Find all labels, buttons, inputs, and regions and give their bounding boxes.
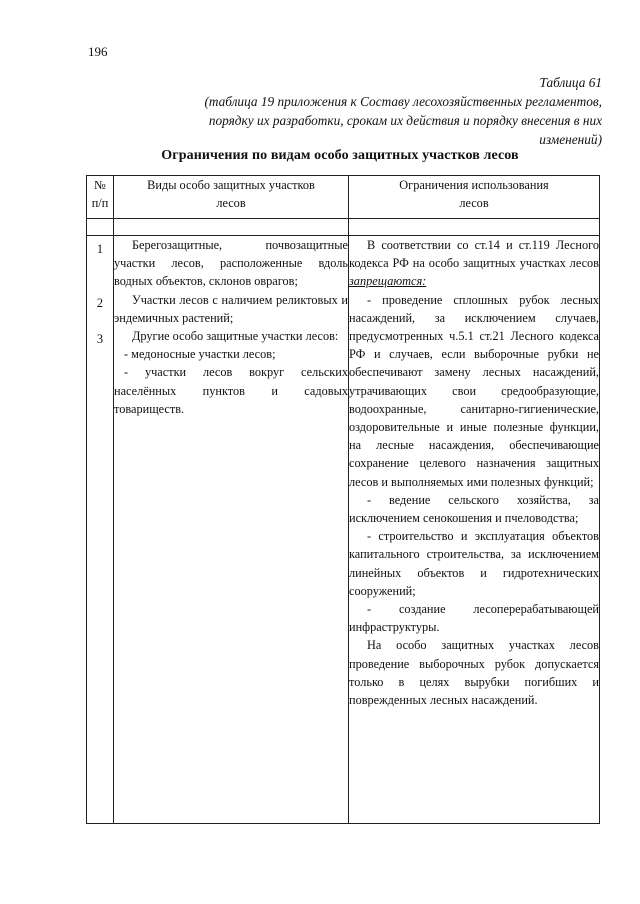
kind-item-3: Другие особо защитные участки лесов: (132, 329, 339, 344)
restriction-final: На особо защитных участках лесов проведение выборочных рубок допускается только в целях вырубки погибших и поврежденных лесных насаждений. (349, 638, 599, 708)
header-kinds (114, 176, 349, 219)
row-number-3: 3 (96, 332, 104, 347)
restrictions-cell (349, 236, 600, 824)
restriction-prohibited: запрещаются: (349, 274, 427, 289)
kinds-cell (114, 236, 349, 824)
restriction-intro-text: В соответствии со ст.14 и ст.119 Лесного кодекса РФ на особо защитных участках лесов (349, 238, 599, 271)
header-number (87, 176, 114, 219)
header-number-line2: п/п (91, 196, 109, 211)
kind-item-1: Берегозащитные, почвозащитные участки лесов, расположенные вдоль водных объектов, склонов оврагов; (114, 238, 348, 289)
header-kinds-line1: Виды особо защитных участков (147, 178, 315, 192)
header-restrictions (349, 176, 600, 219)
row-number-2: 2 (96, 296, 104, 311)
number-cell (87, 236, 114, 824)
header-restrictions-line1: Ограничения использования (399, 178, 549, 192)
restriction-intro (349, 236, 599, 291)
caption-line-1: Таблица 61 (539, 75, 602, 90)
restriction-item-3: - строительство и эксплуатация объектов капитального строительства, за исключением линейных объектов и гидротехнических сооружений; (349, 529, 599, 598)
kind-item-2: Участки лесов с наличием реликтовых и эндемичных растений; (114, 292, 348, 325)
table-spacer-row (87, 219, 600, 236)
row-number-1: 1 (96, 242, 104, 256)
page-number: 196 (88, 44, 108, 59)
table-header-row (87, 176, 600, 219)
caption-line-4: изменений) (539, 132, 602, 147)
restriction-item-4: - создание лесоперерабатывающей инфраструктуры. (349, 602, 599, 635)
table-caption (132, 73, 602, 149)
table-row (87, 236, 600, 824)
header-restrictions-line2: лесов (459, 196, 489, 211)
caption-line-3: порядку их разработки, срокам их действия и порядку внесения в них (208, 113, 602, 128)
caption-line-2: (таблица 19 приложения к Составу лесохозяйственных регламентов, (204, 94, 602, 109)
document-title: Ограничения по видам особо защитных участков лесов (161, 148, 519, 163)
header-number-line1: № (94, 178, 106, 192)
restriction-item-1: - проведение сплошных рубок лесных насаждений, за исключением случаев, предусмотренных ч.5.1 ст.21 Лесного кодекса РФ и случаев, если выборочные рубки не обеспечивают замену лесных насаждений, утрачивающих свои средообразующие, водоохранные, санитарно-гигиенические, оздоровительные и иные полезные функции, на лесные насаждения, обеспечивающие сохранение целевого назначения защитных лесов и выполняемых ими полезных функций; (349, 292, 599, 489)
restriction-item-2: - ведение сельского хозяйства, за исключением сенокошения и пчеловодства; (349, 492, 599, 526)
kind-sub-1: - медоносные участки лесов; (124, 347, 276, 362)
header-kinds-line2: лесов (216, 196, 246, 211)
kind-sub-2: - участки лесов вокруг сельских населённых пунктов и садовых товариществ. (114, 365, 348, 416)
restrictions-table (86, 175, 600, 824)
